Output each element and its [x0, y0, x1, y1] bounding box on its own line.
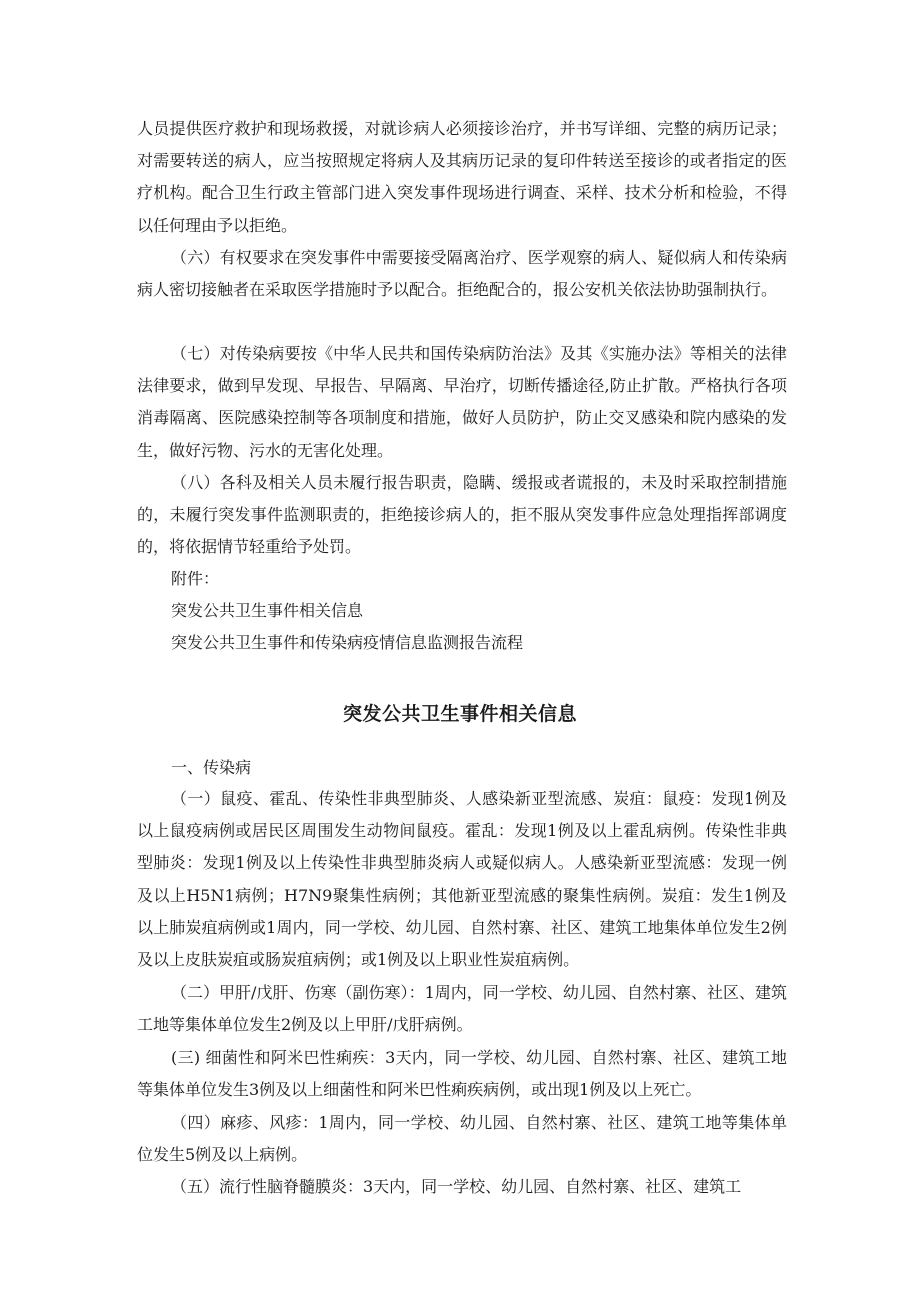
paragraph-disease-item-1: （一）鼠疫、霍乱、传染性非典型肺炎、人感染新亚型流感、炭疽：鼠疫：发现1例及以上鼠疫病例或居民区周围发生动物间鼠疫。霍乱：发现1例及以上霍乱病例。传染性非典型肺炎：发现1例及以上传染性非典型肺炎病人或疑似病人。人感染新亚型流感：发现一例及以上H5N1病例；H7N9聚集性病例；其他新亚型流感的聚集性病例。炭疽：发生1例及以上肺炭疽病例或1周内，同一学校、幼儿园、自然村寨、社区、建筑工地集体单位发生2例及以上皮肤炭疽或肠炭疽病例；或1例及以上职业性炭疽病例。	[137, 789, 787, 970]
paragraph-disease-item-3: (三) 细菌性和阿米巴性痢疾：3天内，同一学校、幼儿园、自然村寨、社区、建筑工地等集体单位发生3例及以上细菌性和阿米巴性痢疾病例，或出现1例及以上死亡。	[137, 1048, 787, 1100]
paragraph-disease-item-5: （五）流行性脑脊髓膜炎：3天内，同一学校、幼儿园、自然村寨、社区、建筑工	[171, 1177, 742, 1196]
attachment-item-2: 突发公共卫生事件和传染病疫情信息监测报告流程	[171, 633, 524, 652]
paragraph-disease-item-2: （二）甲肝/戊肝、伤寒（副伤寒）：1周内，同一学校、幼儿园、自然村寨、社区、建筑工地等集体单位发生2例及以上甲肝/戊肝病例。	[137, 983, 787, 1035]
paragraph-disease-item-4: （四）麻疹、风疹：1周内，同一学校、幼儿园、自然村寨、社区、建筑工地等集体单位发生5例及以上病例。	[137, 1113, 787, 1165]
paragraph-item-7: （七）对传染病要按《中华人民共和国传染病防治法》及其《实施办法》等相关的法律法律要求，做到早发现、早报告、早隔离、早治疗，切断传播途径,防止扩散。严格执行各项消毒隔离、医院感染控制等各项制度和措施，做好人员防护，防止交叉感染和院内感染的发生，做好污物、污水的无害化处理。	[137, 344, 787, 460]
attachment-label: 附件：	[171, 569, 220, 588]
paragraph-item-8: （八）各科及相关人员未履行报告职责，隐瞒、缓报或者谎报的，未及时采取控制措施的，未履行突发事件监测职责的，拒绝接诊病人的，拒不服从突发事件应急处理指挥部调度的，将依据情节轻重给予处罚。	[137, 473, 787, 557]
attachment-item-1: 突发公共卫生事件相关信息	[171, 601, 364, 620]
paragraph-item-6: （六）有权要求在突发事件中需要接受隔离治疗、医学观察的病人、疑似病人和传染病病人密切接触者在采取医学措施时予以配合。拒绝配合的，报公安机关依法协助强制执行。	[137, 248, 787, 300]
section-title: 突发公共卫生事件相关信息	[342, 703, 577, 725]
section-heading-infectious-disease: 一、传染病	[171, 758, 252, 777]
paragraph-medical-rescue: 人员提供医疗救护和现场救援，对就诊病人必须接诊治疗，并书写详细、完整的病历记录；对需要转送的病人，应当按照规定将病人及其病历记录的复印件转送至接诊的或者指定的医疗机构。配合卫生行政主管部门进入突发事件现场进行调查、采样、技术分析和检验，不得以任何理由予以拒绝。	[137, 119, 787, 235]
